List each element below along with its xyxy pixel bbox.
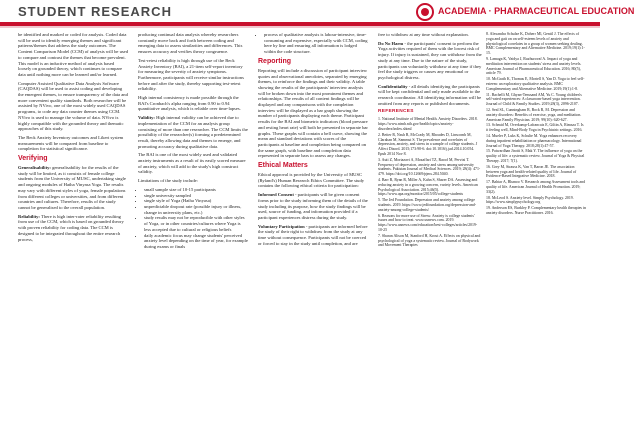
column-3 xyxy=(258,32,368,250)
paragraph xyxy=(378,84,482,107)
reference-item: 18. McLeod S. Anxiety level. Simply Psychology. 2019. https://www.simplypsychology.org xyxy=(486,195,574,205)
reference-item: 10. McGrath K, Thomas E, Mortell S, Yan D. Yoga to feel self-esteem: an exploratory qualitative analysis. BMC Complementary and Alternative Medicine. 2019;19(1):1-8. xyxy=(486,77,585,91)
term-label: Validity: xyxy=(138,115,155,121)
term-label: Reliability: xyxy=(18,213,40,219)
reference-item: 9. Lamaga K, Vaidya J, Ruzhurovaf A. Impact of yoga and meditation intervention on students' stress and anxiety levels. American Journal of Pharmaceutical Education. 2016; 80(5), article 79. xyxy=(486,56,582,76)
paragraph: Test-retest reliability is high through use of the Beck Anxiety Inventory (BAI), a 21-item self-report inventory for measuring the severity of anxiety symptoms. Furthermore, participants will receive similar instructions before and after the study, thereby supporting test-retest reliability. xyxy=(138,57,244,92)
paragraph: Reporting will include a discussion of participant interview quotes and observational anecdotes, separated by emerging themes, to reinforce the findings and their validity. A table showing the results of the participants' interview analysis will be broken down into the most prominent themes and relationships. The results of all content findings will be displayed and any comparisons with the completion interview will be displayed as a bar graph showing the number of participants displaying each theme. Participant results for the BAI and biometric indicators (blood pressure and resting heart rate) will both be presented in separate bar graphs. These graphs will contain a bell curve, showing the mean and standard deviations with scores of the participants at baseline and completion being compared on the same graph, with baseline and completion data represented in separate bars to assess any changes. xyxy=(258,67,368,159)
term-label: Do No Harm xyxy=(378,40,404,46)
paragraph: Ethical approval is provided by the University of MUSC (Ryland's) Human Research Ethics Committee. The study contains the following ethical criteria for participation: xyxy=(258,172,365,189)
list-item: • small sample size of 10-15 participants xyxy=(144,187,248,193)
list-item: • single style of Yoga (Hatha Vinyasa) xyxy=(144,198,248,204)
paragraph: Limitations of the study include: xyxy=(138,178,198,184)
reference-item: 12. Seal SL, Cunningham R, Bock R, M. Depression and anxiety disorders: Benefits of exercise, yoga, and meditation. American Family Physician. 2019; 99(10): 620-627. xyxy=(486,107,582,122)
term-label: Confidentiality xyxy=(378,83,408,89)
reference-item: 7. Sharan Alison M, Stanford H, Krout A. Effects on physical and psychological of yoga a systematic review. Journal of Bodywork and Movement Therapies xyxy=(378,233,481,248)
column-4 xyxy=(378,32,482,249)
term-label: Voluntary Participation xyxy=(258,223,305,229)
reference-item: 16. Grey M, Strauss K, Van T, Baron JE. The association between yoga and health-related quality of life. Journal of Evidence-Based Integrative Medicine. 2018. xyxy=(486,164,577,179)
reference-item: 6. Reasons for more use of Stress: Anxiety is college students' issues and how to treat. www.usnews.com. 2019. https://www.usnews.com/education/best-colleges/articles/2019-10-25 xyxy=(378,213,478,232)
heading-ethical-matters: Ethical Matters xyxy=(258,162,308,170)
paragraph: High internal consistency is made possible through the BAI's Cronbach's alpha ranging from 0.90 to 0.94 quantitative analysis, which is reliable over time-lapses. xyxy=(138,95,241,112)
paragraph: producing continual data analysis whereby researchers constantly move back and forth between coding and emerging data to assess similarities and differences. This ensures accuracy and verifies theory congruence. xyxy=(138,32,243,55)
reference-item: 8. Alexandra Schulze K, Doherr Ml, Gentil J. The effects of yoga and gait on on self-esteem levels of anxiety and physiological correlates in a group of women seeking dealing. BMC Complementary and Alternative Medicine. 2019;19(1):1-15. xyxy=(486,32,585,56)
reference-list xyxy=(378,117,482,248)
limitations-list xyxy=(138,187,248,250)
list-item: • single university sampled xyxy=(144,193,248,199)
reference-item: 2. Beiter R, Nash R, McCrady M, Rhoades D, Linscomb M, Clarahan M, Sammut S. The prevalence and correlates of depression, anxiety, and stress in a sample of college students. J Affect Disord. 2015;173:90-6. doi:10.1016/j.jad.2014.10.054. Epub 2014 Nov 8. xyxy=(378,132,478,157)
paragraph xyxy=(378,41,482,81)
paragraph-text: There is high inter-rater reliability resulting from use of the CCM, which is based on grounded theory with proven reliability for coding data. The CCM is designed to be integrated throughout the entire research process, xyxy=(18,213,124,242)
column-1 xyxy=(18,32,128,245)
paragraph-text: - participants are informed before the study of their right to withdraw from the study at any time without consequence. Participants will not be coerced or forced to stay in the study until completion, and are xyxy=(258,223,368,246)
reference-list-continued xyxy=(486,32,586,216)
paragraph-text: - all details identifying the participants will be kept confidential and only made available to the research coordinator. All identifying information will be omitted from any reports or published documents. xyxy=(378,83,482,106)
paragraph-text: - participants will be given consent forms prior to the study informing them of the details of the study including its purpose, how the study findings will be used, source of funding, and information provided if a participant experiences distress during the study. xyxy=(258,192,368,220)
paragraph-text: High internal validity can be achieved due to implementation of the CCM for an analysis group consisting of more than one researcher. The CCM limits the possibility of the researcher(s) forming a predetermined result, thereby allowing data and themes to emerge, and promoting accuracy during qualitative data. xyxy=(138,115,248,149)
reference-item: 11. Bachelli M, Ghyan-Tenssand AM, Yu C. Young children's self-rated experiences: A classroom-based yoga intervention. Journal of Child & Family Studies. 2019;28(3), 2096-2107. xyxy=(486,92,582,107)
heading-references: REFERENCES xyxy=(378,109,414,115)
reference-item: 14. Mueler P, Luks K, Schulte M. Yoga enhances recovery during inpatient rehabilitation or pharmacology. International Journal of Yoga Therapy. 2018;28(1):47-57. xyxy=(486,133,582,148)
paragraph xyxy=(18,214,128,243)
section-title: STUDENT RESEARCH xyxy=(18,4,172,19)
heading-verifying: Verifying xyxy=(18,155,48,163)
paragraph xyxy=(258,224,368,247)
column-5 xyxy=(486,32,586,217)
reference-item: 15. Patwardhan Jirotti S, Mak Y. The influence of yoga on the quality of life: a systematic review. Journal of Yoga & Physical Therapy. 2017; 7(1). xyxy=(486,149,585,163)
reference-item: 13. Schmid M, Overkamp-Lafrancais E, Giltin A, Rimsza T. Is it feeling well, Mind-Body Yoga in Psychiatric settings. 2016. xyxy=(486,123,584,133)
reference-item: 4. Barr R, Ryan R, Miller A, Kahn S, Sharer DA. Assessing and reducing anxiety in a growing concern, variety levels. American Psychological Association. 2015;46(5). https://www.apa.org/monitor/2015/05/college-students xyxy=(378,178,478,197)
paragraph xyxy=(18,165,128,211)
paragraph xyxy=(138,115,248,149)
paragraph: be identified and marked or coded for analysis. Coded data will be used to identify emerging themes and significant patterns/themes that address the study outcomes. The Content Comparison Model (CCM) of analysis will be used to compare and contrast the themes that become prevalent. This model is an inductive method of analysis based loosely on grounded theory, which continues to compare data until nothing more can be learned and/or learned. xyxy=(18,32,128,77)
paragraph: The BAI is one of the most widely used and validated anxiety instruments as a result of its easily scored measure of anxiety, which will add to the study's high construct validity. xyxy=(138,152,246,175)
reference-item: 5. The Jed Foundation. Depression and anxiety among college students. 2019. https://www.jedfoundation.org/depression-and-anxiety-among-college-students/ xyxy=(378,198,477,212)
logo-text: ACADEMIA · PHARMACEUTICAL EDUCATION xyxy=(438,6,634,16)
reference-item: 17. Bahtar A, Bhanoo V. Research among Assessment tools and quality of life. American Journal of Health Promotion. 2019; 33(2). xyxy=(486,180,586,194)
limitations-list-continued xyxy=(258,32,368,55)
logo-mark-icon xyxy=(416,3,434,21)
paragraph: The Beck Anxiety Inventory outcomes and Likert system measurements will be compared from baseline to completion for statistical significance. xyxy=(18,134,124,152)
header-rule-light xyxy=(0,26,600,28)
paragraph: free to withdraw at any time without explanation. xyxy=(378,32,469,37)
paragraph-text: generalisability for the results of the study will be limited, as it consists of female college students from the University of MUSC, undertaking single and ongoing modules of Hatha Vinyasa Yoga. The results may vary with different styles of yoga, female populations from different colleges or universities, and from different countries and cultures. Therefore, results of the study cannot be generalised to the overall population. xyxy=(18,165,126,210)
term-label: Informed Consent xyxy=(258,192,294,198)
column-2 xyxy=(138,32,248,253)
reference-item: 1. National Institute of Mental Health. Anxiety Disorders. 2018. https://www.nimh.nih.gov/health/topics/anxiety-disorders/index.shtml xyxy=(378,117,478,132)
list-item: • study results may not be reproducible with other styles of Yoga, or in other countries/cultures where Yoga is less accepted due to cultural or religious beliefs xyxy=(144,215,248,232)
list-item: • daily academic focus may change students' perceived anxiety level depending on the time of year, for example during exams or finals xyxy=(144,233,248,250)
heading-reporting: Reporting xyxy=(258,57,292,65)
paragraph xyxy=(258,192,368,221)
list-item: • unpredictable dropout rate (possible injury or illness, change in university plans, etc.) xyxy=(144,204,248,215)
paragraph-text: - the participants' consent to perform the Yoga activities required of them with the lowest risk of injury. If injury is sustained, they can withdraw from the study at any time. Due to the nature of the study, participants can voluntarily withdraw at any time if they feel the study triggers or causes any emotional or psychological distress. xyxy=(378,40,482,80)
journal-logo xyxy=(416,2,634,22)
paragraph: Computer Assisted Qualitative Data Analysis Software (CAQDAS) will be used to assist coding and developing the emergent themes, to ensure transparency of the data and more convenient quality standards. Both researcher will be assisted by NVivo, one of the most widely used CAQDAS programs, to code any data counter themes using CCM. NVivo is used to manage the volume of data. NVivo is highly compatible with the grounded theory and thematic approaches of this study. xyxy=(18,80,128,132)
list-item: • process of qualitative analysis is labour-intensive, time-consuming and expensive, especially with CCM, coding here by line and ensuring all information is lodged within the code structure. xyxy=(264,32,368,55)
reference-item: 19. Anderson ES, Burkley P. Complementary health therapies in anxiety disorders. Nurse Practitioner. 2016. xyxy=(486,206,586,215)
term-label: Generalisability: xyxy=(18,165,51,171)
section-header xyxy=(0,0,634,30)
reference-item: 3. Auti Z, Mortazavi A, Mozaffari TZ, Raoof M, Pervizi T. Frequency of depression, anxiety and stress among university students. Pakistan Journal of Medical Sciences. 2019; 28(4): 471-479. https://doi.org/10.12669/pjms.284.5040. xyxy=(378,157,481,177)
